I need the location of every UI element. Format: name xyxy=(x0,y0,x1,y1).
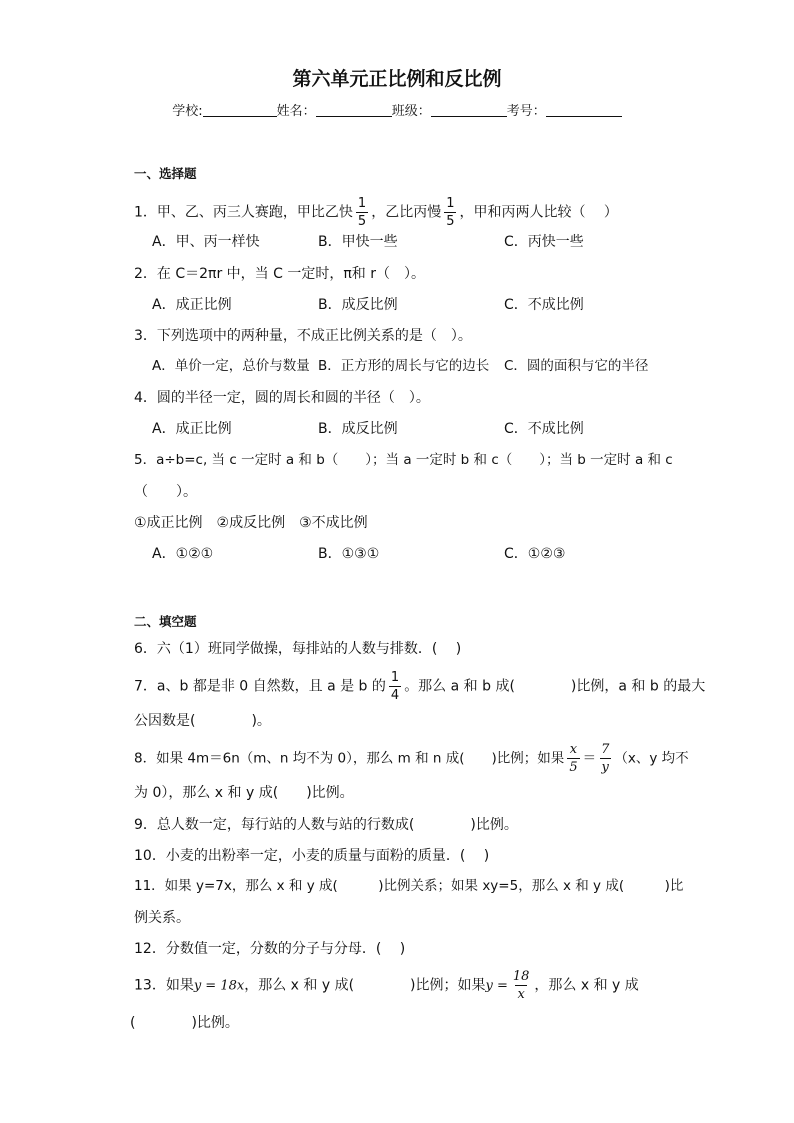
q1-text-b: ，乙比丙慢 xyxy=(371,204,442,221)
section-heading-fill-in: 二、填空题 xyxy=(134,614,197,629)
q3-option-a[interactable]: A．单价一定，总价与数量 xyxy=(152,358,310,374)
q5-option-a[interactable]: A．①②① xyxy=(152,546,214,562)
question-8-line-2: 为 0），那么 x 和 y 成( )比例。 xyxy=(134,785,354,801)
question-5-line-1: 5．a÷b=c, 当 c 一定时 a 和 b（ ）；当 a 一定时 b 和 c（ ）；当 b 一定时 a 和 c xyxy=(134,452,673,468)
q1-option-a[interactable]: A．甲、丙一样快 xyxy=(152,234,260,250)
q1-text-a: 1．甲、乙、丙三人赛跑，甲比乙快 xyxy=(134,204,353,221)
q13-text-b: ，那么 x 和 y 成( )比例；如果 xyxy=(244,977,486,994)
q3-option-c[interactable]: C．圆的面积与它的半径 xyxy=(504,358,649,374)
q7-text-b: 。那么 a 和 b 成( )比例，a 和 b 的最大 xyxy=(404,678,706,695)
q4-option-c[interactable]: C．不成比例 xyxy=(504,421,584,437)
q13-text-a: 13．如果 xyxy=(134,977,194,994)
school-label: 学校: xyxy=(172,104,203,119)
question-7-line-2: 公因数是( )。 xyxy=(134,713,271,729)
q7-text-a: 7．a、b 都是非 0 自然数，且 a 是 b 的 xyxy=(134,678,386,695)
q13-equation-1: y = 18x xyxy=(193,978,245,994)
question-3: 3．下列选项中的两种量，不成正比例关系的是（ ）。 xyxy=(134,328,472,344)
name-blank[interactable] xyxy=(316,104,392,117)
question-5-legend: ①成正比例 ②成反比例 ③不成比例 xyxy=(134,515,368,531)
question-10: 10．小麦的出粉率一定，小麦的质量与面粉的质量．( ) xyxy=(134,848,490,864)
q1-option-b[interactable]: B．甲快一些 xyxy=(318,234,398,250)
q8-fraction-x-over-5: $\frac{x}{5}$ xyxy=(569,742,578,775)
q2-option-a[interactable]: A．成正比例 xyxy=(152,297,232,313)
exam-no-blank[interactable] xyxy=(546,104,622,117)
class-blank[interactable] xyxy=(431,104,507,117)
q1-fraction-2: $\frac{1}{5}$ xyxy=(446,196,455,229)
q4-option-a[interactable]: A．成正比例 xyxy=(152,421,232,437)
question-4: 4．圆的半径一定，圆的周长和圆的半径（ ）。 xyxy=(134,390,430,406)
q2-option-c[interactable]: C．不成比例 xyxy=(504,297,584,313)
q8-fraction-7-over-y: $\frac{7}{y}$ xyxy=(601,742,610,775)
q5-option-c[interactable]: C．①②③ xyxy=(504,546,566,562)
q8-text-b: （x、y 均不 xyxy=(614,750,689,767)
q2-option-b[interactable]: B．成反比例 xyxy=(318,297,398,313)
question-7-line-1 xyxy=(134,671,705,702)
question-13-line-1 xyxy=(134,970,639,1001)
q4-option-b[interactable]: B．成反比例 xyxy=(318,421,398,437)
exam-no-label: 考号： xyxy=(506,104,546,119)
q5-option-b[interactable]: B．①③① xyxy=(318,546,380,562)
q3-option-b[interactable]: B．正方形的周长与它的边长 xyxy=(318,358,490,374)
question-12: 12．分数值一定，分数的分子与分母．( ) xyxy=(134,941,406,957)
name-label: 姓名： xyxy=(276,104,316,119)
q1-option-c[interactable]: C．丙快一些 xyxy=(504,234,584,250)
page-title: 第六单元正比例和反比例 xyxy=(292,68,502,90)
q1-text-c: ，甲和丙两人比较（ ） xyxy=(459,204,618,221)
q7-fraction: $\frac{1}{4}$ xyxy=(390,670,400,703)
question-11-line-2: 例关系。 xyxy=(134,910,190,926)
question-2: 2．在 C＝2πr 中，当 C 一定时，π和 r（ ）。 xyxy=(134,266,425,282)
question-8-line-1 xyxy=(134,743,689,774)
question-11-line-1: 11．如果 y=7x，那么 x 和 y 成( )比例关系；如果 xy=5，那么 x 和 y 成( )比 xyxy=(134,878,684,894)
q13-text-c: ，那么 x 和 y 成 xyxy=(534,977,639,994)
question-13-line-2: ( )比例。 xyxy=(130,1015,239,1031)
school-blank[interactable] xyxy=(203,104,277,117)
question-5-line-2: （ ）。 xyxy=(134,484,197,500)
section-heading-choice: 一、选择题 xyxy=(134,166,197,181)
q1-fraction-1: $\frac{1}{5}$ xyxy=(357,196,367,229)
class-label: 班级： xyxy=(391,104,431,119)
q8-text-a: 8．如果 4m＝6n（m、n 均不为 0），那么 m 和 n 成( )比例；如果 xyxy=(134,750,565,767)
question-9: 9．总人数一定，每行站的人数与站的行数成( )比例。 xyxy=(134,817,518,833)
question-1 xyxy=(134,197,618,228)
q13-equation-2-lhs: y = xyxy=(485,978,508,994)
student-info-line xyxy=(0,104,794,118)
q8-equals: ＝ xyxy=(582,750,597,767)
q13-fraction-18-over-x: $\frac{18}{x}$ xyxy=(512,969,530,1002)
question-6: 6．六（1）班同学做操，每排站的人数与排数．( ) xyxy=(134,641,462,657)
